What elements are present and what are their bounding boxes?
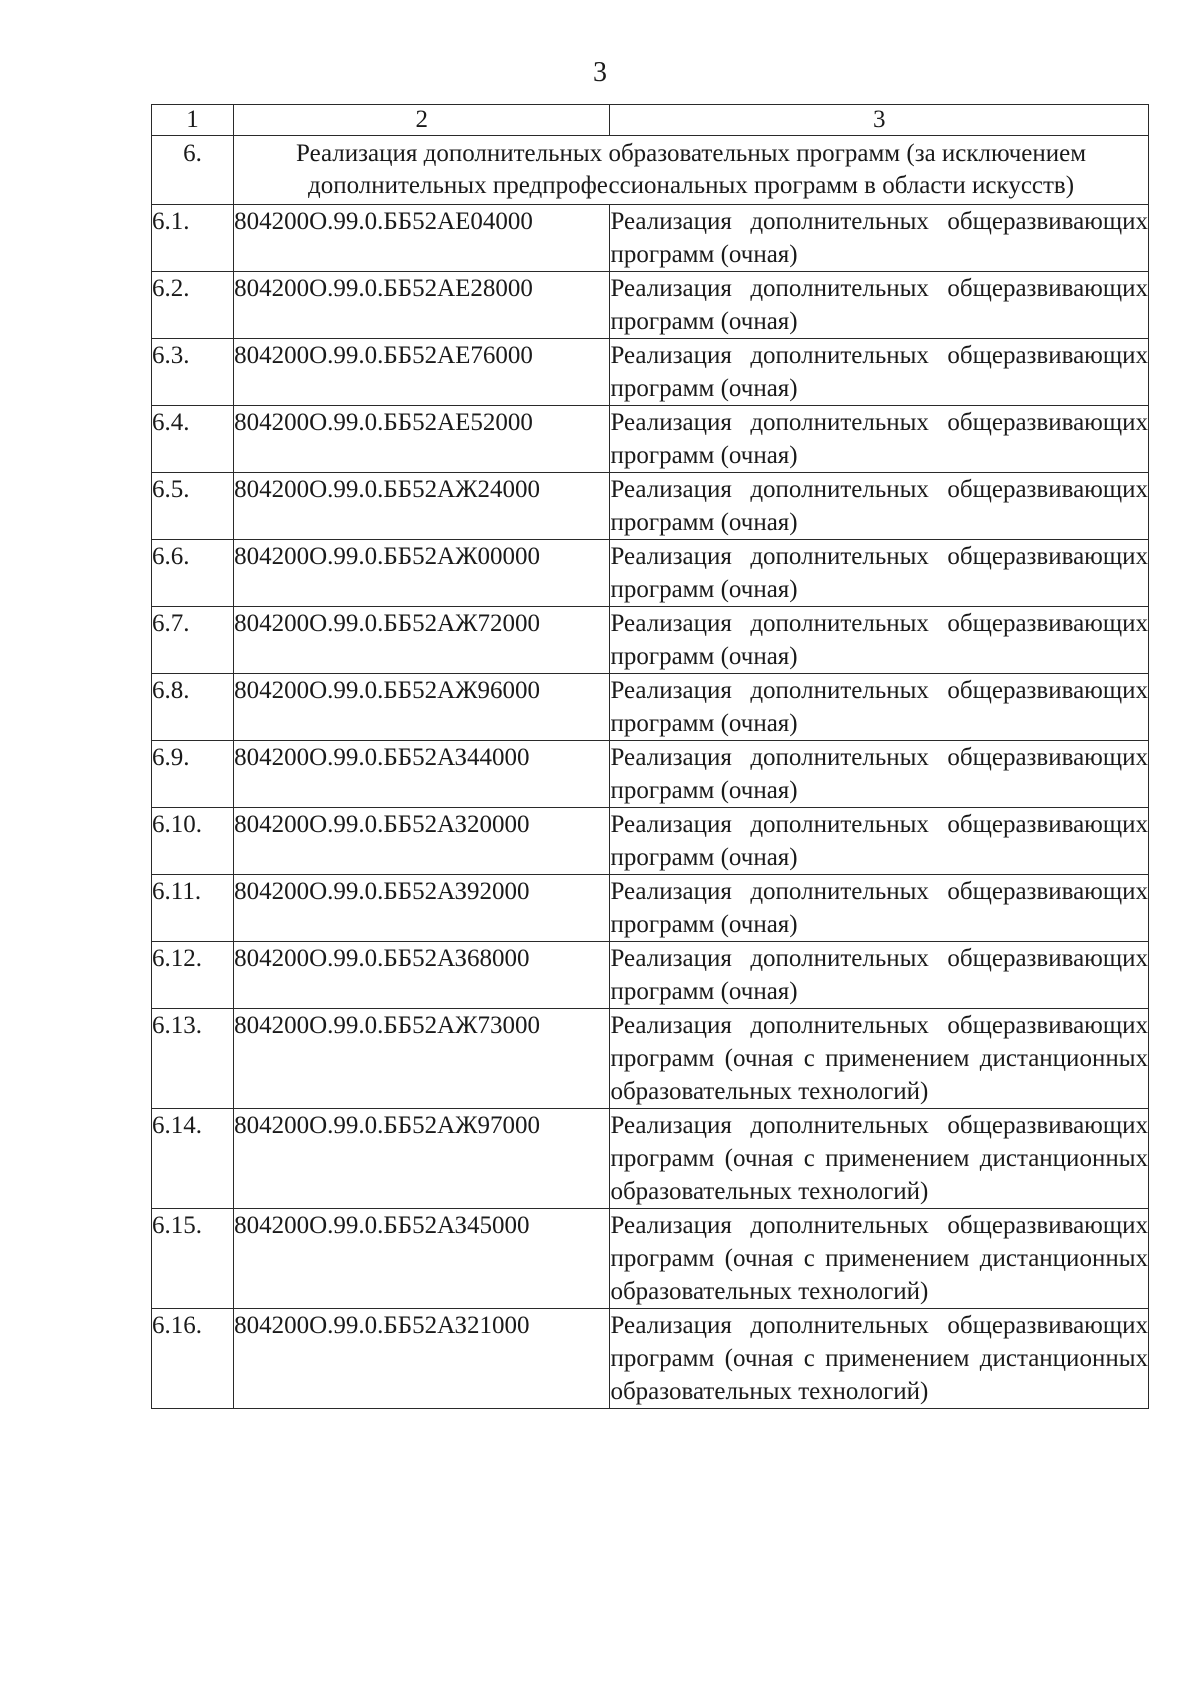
service-description: Реализация дополнительных общеразвивающих программ (очная)	[610, 272, 1149, 339]
section-row	[152, 136, 1149, 205]
service-code: 804200О.99.0.ББ52АЗ68000	[234, 942, 610, 1009]
header-col-2: 2	[234, 105, 610, 136]
row-number: 6.7.	[152, 607, 234, 674]
service-description: Реализация дополнительных общеразвивающих программ (очная)	[610, 741, 1149, 808]
service-code: 804200О.99.0.ББ52АЖ96000	[234, 674, 610, 741]
service-description: Реализация дополнительных общеразвивающих программ (очная)	[610, 875, 1149, 942]
page-number: 3	[593, 57, 607, 88]
table-row	[152, 1109, 1149, 1209]
table-row	[152, 741, 1149, 808]
table-row	[152, 205, 1149, 272]
table-row	[152, 607, 1149, 674]
table-row	[152, 1209, 1149, 1309]
row-number: 6.12.	[152, 942, 234, 1009]
row-number: 6.9.	[152, 741, 234, 808]
service-code: 804200О.99.0.ББ52АЗ45000	[234, 1209, 610, 1309]
service-code: 804200О.99.0.ББ52АЕ76000	[234, 339, 610, 406]
service-code: 804200О.99.0.ББ52АЖ72000	[234, 607, 610, 674]
service-description: Реализация дополнительных общеразвивающих программ (очная)	[610, 942, 1149, 1009]
table-row	[152, 808, 1149, 875]
service-code: 804200О.99.0.ББ52АЕ52000	[234, 406, 610, 473]
table-row	[152, 1309, 1149, 1409]
service-description: Реализация дополнительных общеразвивающих программ (очная)	[610, 406, 1149, 473]
row-number: 6.3.	[152, 339, 234, 406]
service-code: 804200О.99.0.ББ52АЖ00000	[234, 540, 610, 607]
service-code: 804200О.99.0.ББ52АЗ92000	[234, 875, 610, 942]
row-number: 6.14.	[152, 1109, 234, 1209]
table-row	[152, 942, 1149, 1009]
section-title-text: Реализация дополнительных образовательных программ (за исключением дополнительных предпрофессиональных программ в области искусств)	[296, 140, 1087, 199]
service-code: 804200О.99.0.ББ52АЗ21000	[234, 1309, 610, 1409]
section-number: 6.	[152, 136, 234, 205]
row-number: 6.4.	[152, 406, 234, 473]
table-row	[152, 473, 1149, 540]
service-description: Реализация дополнительных общеразвивающих программ (очная)	[610, 205, 1149, 272]
row-number: 6.1.	[152, 205, 234, 272]
service-description: Реализация дополнительных общеразвивающих программ (очная)	[610, 540, 1149, 607]
services-table	[151, 104, 1149, 1409]
row-number: 6.6.	[152, 540, 234, 607]
service-description: Реализация дополнительных общеразвивающих программ (очная)	[610, 674, 1149, 741]
table-row	[152, 1009, 1149, 1109]
row-number: 6.8.	[152, 674, 234, 741]
service-code: 804200О.99.0.ББ52АЖ24000	[234, 473, 610, 540]
service-description: Реализация дополнительных общеразвивающих программ (очная с применением дистанционных образовательных технологий)	[610, 1209, 1149, 1309]
table-row	[152, 540, 1149, 607]
service-code: 804200О.99.0.ББ52АЗ20000	[234, 808, 610, 875]
table-header-row	[152, 105, 1149, 136]
service-code: 804200О.99.0.ББ52АЖ97000	[234, 1109, 610, 1209]
service-code: 804200О.99.0.ББ52АЕ04000	[234, 205, 610, 272]
service-code: 804200О.99.0.ББ52АЕ28000	[234, 272, 610, 339]
header-col-3: 3	[610, 105, 1149, 136]
row-number: 6.2.	[152, 272, 234, 339]
service-description: Реализация дополнительных общеразвивающих программ (очная с применением дистанционных образовательных технологий)	[610, 1109, 1149, 1209]
row-number: 6.15.	[152, 1209, 234, 1309]
table-row	[152, 674, 1149, 741]
row-number: 6.13.	[152, 1009, 234, 1109]
row-number: 6.16.	[152, 1309, 234, 1409]
service-description: Реализация дополнительных общеразвивающих программ (очная)	[610, 607, 1149, 674]
table-row	[152, 339, 1149, 406]
service-description: Реализация дополнительных общеразвивающих программ (очная с применением дистанционных образовательных технологий)	[610, 1009, 1149, 1109]
service-description: Реализация дополнительных общеразвивающих программ (очная)	[610, 339, 1149, 406]
service-description: Реализация дополнительных общеразвивающих программ (очная)	[610, 473, 1149, 540]
service-code: 804200О.99.0.ББ52АЖ73000	[234, 1009, 610, 1109]
service-code: 804200О.99.0.ББ52АЗ44000	[234, 741, 610, 808]
section-title	[234, 136, 1149, 205]
row-number: 6.10.	[152, 808, 234, 875]
row-number: 6.11.	[152, 875, 234, 942]
header-col-1: 1	[152, 105, 234, 136]
service-description: Реализация дополнительных общеразвивающих программ (очная с применением дистанционных образовательных технологий)	[610, 1309, 1149, 1409]
service-description: Реализация дополнительных общеразвивающих программ (очная)	[610, 808, 1149, 875]
table-row	[152, 875, 1149, 942]
table-row	[152, 406, 1149, 473]
table-row	[152, 272, 1149, 339]
row-number: 6.5.	[152, 473, 234, 540]
